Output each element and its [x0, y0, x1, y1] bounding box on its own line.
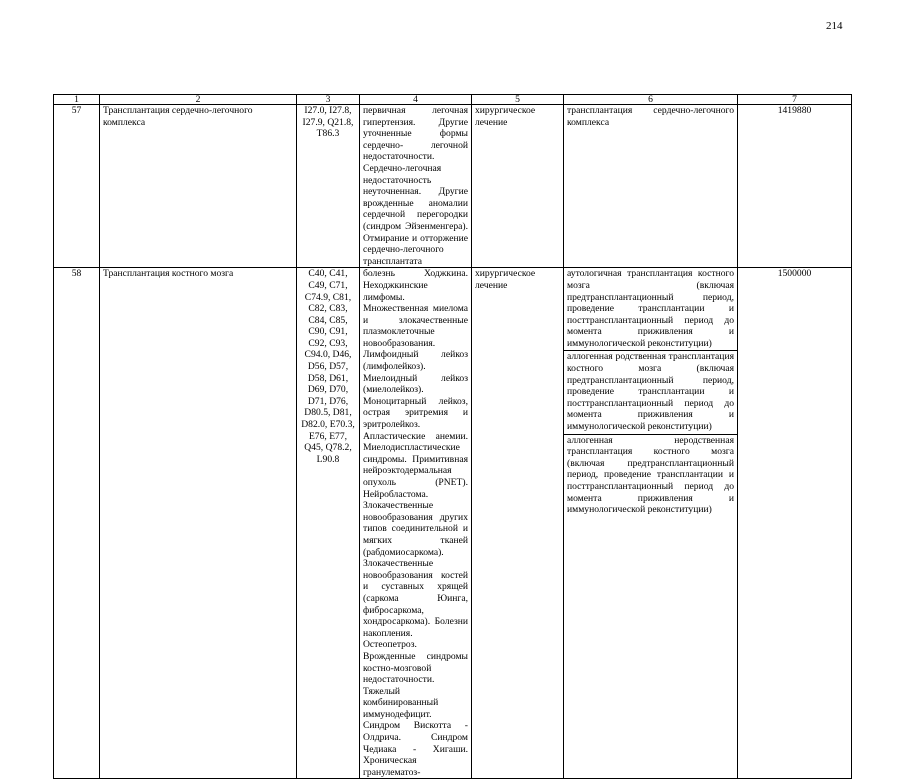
treatment-method: аутологичная трансплантация костного мозга (включая предтрансплантационный период, проведение трансплантации и посттрансплантационный период до момента приживления и иммунологической реконституции)	[564, 268, 737, 351]
icd-codes: C40, C41, C49, C71, C74.9, C81, C82, C83, C84, C85, C90, C91, C92, C93, C94.0, D46, D56, D57, D58, D61, D69, D70, D71, D76, D80.5, D81, D82.0, E70.3, E76, E77, Q45, Q78.2, L90.8	[297, 268, 360, 779]
table-header-row	[54, 95, 852, 105]
treatment-method: трансплантация сердечно-легочного комплекса	[567, 105, 734, 128]
column-number-7: 7	[738, 95, 852, 105]
treatment-method: аллогенная неродственная трансплантация костного мозга (включая предтрансплантационный период, проведение трансплантации и посттрансплантационный период до момента приживления и иммунологической реконституции)	[567, 434, 734, 516]
cost-value: 1500000	[738, 268, 852, 779]
service-name: Трансплантация сердечно-легочного комплекса	[100, 105, 297, 268]
patient-model: хирургическое лечение	[472, 105, 564, 268]
patient-model: хирургическое лечение	[472, 268, 564, 779]
page-number: 214	[826, 20, 843, 32]
diagnosis-text: первичная легочная гипертензия. Другие уточненные формы сердечно- легочной недостаточности. Сердечно-легочная недостаточность неуточненная. Другие врожденные аномалии сердечной перегородки (синдром Эйзенменгера). Отмирание и отторжение сердечно-легочного трансплантата	[360, 105, 472, 268]
column-number-1: 1	[54, 95, 100, 105]
column-number-4: 4	[360, 95, 472, 105]
table-row	[54, 268, 852, 779]
icd-codes: I27.0, I27.8, I27.9, Q21.8, T86.3	[297, 105, 360, 268]
row-number: 58	[54, 268, 100, 779]
column-number-2: 2	[100, 95, 297, 105]
service-name: Трансплантация костного мозга	[100, 268, 297, 779]
row-number: 57	[54, 105, 100, 268]
diagnosis-text: болезнь Ходжкина. Неходжкинские лимфомы. Множественная миелома и злокачественные плазмоклеточные новообразования. Лимфоидный лейкоз (лимфолейкоз). Миелоидный лейкоз (миелолейкоз). Моноцитарный лейкоз, острая эритремия и эритролейкоз. Апластические анемии. Миелодиспластические синдромы. Примитивная нейроэктодермальная опухоль (PNET). Нейробластома. Злокачественные новообразования других типов соединительной и мягких тканей (рабдомиосаркома). Злокачественные новообразования костей и суставных хрящей (саркома Юинга, фибросаркома, хондросаркома). Болезни накопления. Остеопетроз. Врожденные синдромы костно-мозговой недостаточности. Тяжелый комбинированный иммунодефицит. Синдром Вискотта - Олдрича. Синдром Чедиака - Хигаши. Хроническая гранулематоз-	[360, 268, 472, 779]
column-number-3: 3	[297, 95, 360, 105]
table-row	[54, 105, 852, 268]
cost-value: 1419880	[738, 105, 852, 268]
treatment-method-cell	[564, 105, 738, 268]
column-number-6: 6	[564, 95, 738, 105]
treatment-method-cell	[564, 268, 738, 779]
services-table	[53, 94, 852, 779]
treatment-method: аллогенная родственная трансплантация костного мозга (включая предтрансплантационный период, проведение трансплантации и посттрансплантационный период до момента приживления и иммунологической реконституции)	[564, 351, 737, 434]
column-number-5: 5	[472, 95, 564, 105]
